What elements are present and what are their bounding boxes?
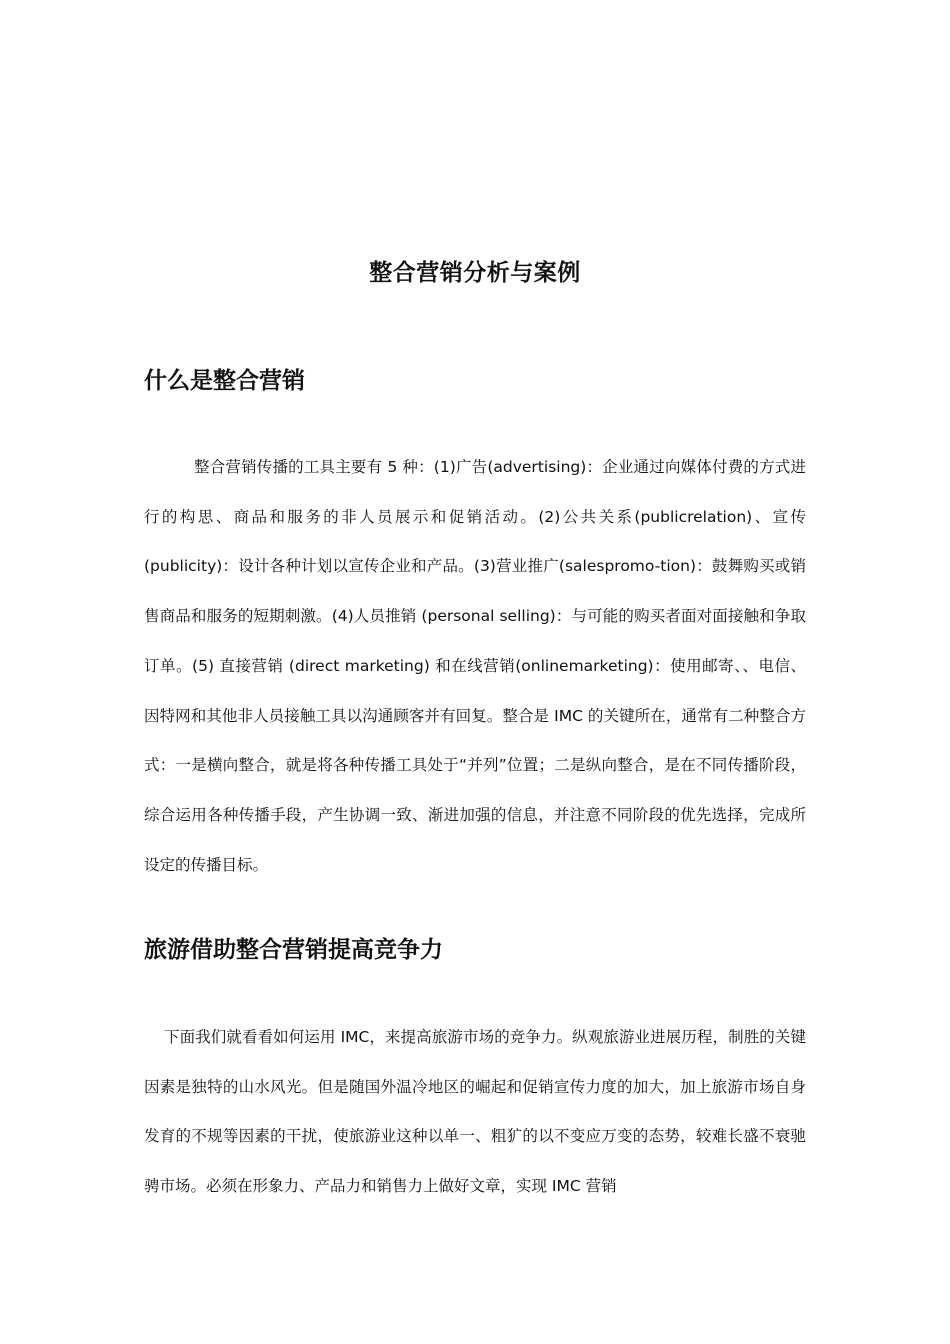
section-body-tourism-competitiveness: 下面我们就看看如何运用 IMC，来提高旅游市场的竞争力。纵观旅游业进展历程，制胜的关键因素是独特的山水风光。但是随国外温冷地区的崛起和促销宣传力度的加大，加上旅游市场自身发育的不规等因素的干扰，使旅游业这种以单一、粗犷的以不变应万变的态势，较难长盛不衰驰骋市场。必须在形象力、产品力和销售力上做好文章，实现 IMC 营销 (144, 1028, 806, 1196)
document-title: 整合营销分析与案例 (369, 260, 581, 286)
section-heading-tourism-competitiveness: 旅游借助整合营销提高竞争力 (144, 937, 443, 963)
section-body-what-is-imc: 整合营销传播的工具主要有 5 种：(1)广告(advertising)：企业通过向媒体付费的方式进行的构思、商品和服务的非人员展示和促销活动。(2)公共关系(publicrelation)、宣传(publicity)：设计各种计划以宣传企业和产品。(3)营业推广(salespromo-tion)：鼓舞购买或销售商品和服务的短期刺激。(4)人员推销 (personal selling)：与可能的购买者面对面接触和争取订单。(5) 直接营销 (direct marketing) 和在线营销(onlinemarketing)：使用邮寄、、电信、因特网和其他非人员接触工具以沟通顾客并有回复。整合是 IMC 的关键所在，通常有二种整合方式：一是横向整合，就是将各种传播工具处于“并列”位置；二是纵向整合，是在不同传播阶段，综合运用各种传播手段，产生协调一致、渐进加强的信息，并注意不同阶段的优先选择，完成所设定的传播目标。 (144, 458, 806, 874)
section-heading-what-is-imc: 什么是整合营销 (144, 368, 305, 394)
